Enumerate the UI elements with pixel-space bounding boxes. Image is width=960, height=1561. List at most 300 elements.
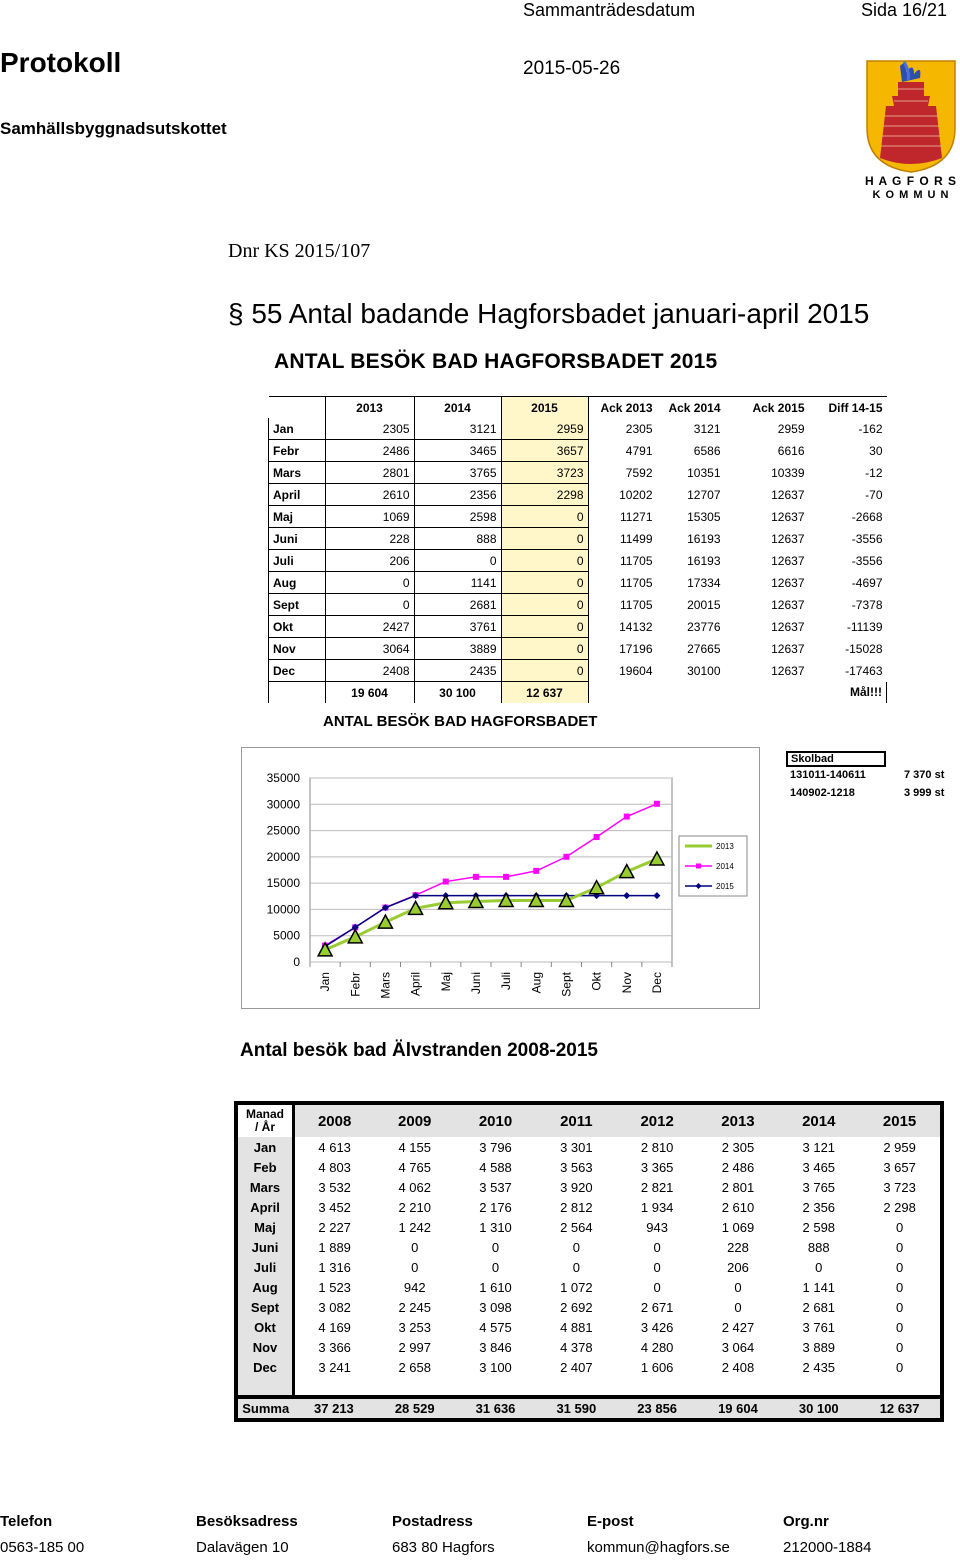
- table1-row: [269, 528, 887, 550]
- corner-year-label: / År: [254, 1120, 275, 1134]
- meeting-date: 2015-05-26: [523, 58, 621, 79]
- table2-month-cell: Aug: [238, 1277, 294, 1297]
- table2-value-cell: 2 997: [398, 1339, 431, 1355]
- table1-value-cell: 30100: [687, 663, 721, 678]
- table1-month-cell: Aug: [269, 572, 326, 594]
- table2-value-cell: 2 356: [802, 1199, 836, 1215]
- y-tick-label: 15000: [266, 876, 300, 891]
- table2-year-header: 2010: [455, 1105, 536, 1137]
- table2-value-cell: 2 598: [802, 1219, 836, 1235]
- table2-value-cell: 0: [572, 1239, 580, 1255]
- table1-value-cell: 10351: [687, 465, 721, 480]
- table2-month-cell: Feb: [238, 1157, 294, 1177]
- table1-row: [269, 484, 887, 506]
- table2-value-cell: 1 610: [479, 1279, 512, 1295]
- table2-spacer-cell: [698, 1377, 779, 1397]
- table1-value-cell: 2486: [325, 440, 414, 462]
- table1-month-cell: Sept: [269, 594, 326, 616]
- table1-row: [269, 660, 887, 682]
- table2-value-cell: 2 671: [640, 1299, 674, 1315]
- table1-row: [269, 440, 887, 462]
- table1-header-cell: Ack 2014: [668, 400, 721, 415]
- table2-value-cell: 1 242: [398, 1219, 431, 1235]
- table2-value-cell: 3 366: [318, 1339, 351, 1355]
- table2-sum-cell: 31 590: [536, 1397, 617, 1418]
- chart-frame: [241, 747, 760, 1009]
- table2-value-cell: 2 658: [398, 1359, 431, 1375]
- table1-value-cell: -15028: [845, 641, 883, 656]
- table1-header-cell: Diff 14-15: [828, 400, 883, 415]
- table2-value-cell: 4 613: [318, 1139, 351, 1155]
- table2-value-cell: 0: [572, 1259, 580, 1275]
- table2-value-cell: 3 465: [802, 1159, 836, 1175]
- table1-value-cell: 3765: [414, 462, 501, 484]
- table2-spacer-cell: [455, 1377, 536, 1397]
- table2-value-cell: 3 301: [560, 1139, 593, 1155]
- table1-row: [269, 462, 887, 484]
- table2-value-cell: 3 064: [721, 1339, 755, 1355]
- table1-value-cell: 2598: [414, 506, 501, 528]
- table2-value-cell: 3 889: [802, 1339, 836, 1355]
- x-tick-label: Maj: [438, 972, 453, 992]
- table2-row: [238, 1297, 940, 1317]
- table1-value-cell: 3121: [693, 421, 721, 436]
- table1-sum-blank: [269, 682, 326, 704]
- table2-value-cell: 3 241: [318, 1359, 351, 1375]
- skolbad-value-1: 7 370 st: [904, 769, 945, 781]
- table1-value-cell: 12707: [687, 487, 721, 502]
- skolbad-period-1: 131011-140611: [790, 769, 866, 781]
- monthly-visits-table: [268, 396, 887, 703]
- table1-header-cell: 2015: [501, 397, 588, 419]
- table1-value-cell: 2801: [325, 462, 414, 484]
- table2-value-cell: 1 316: [318, 1259, 351, 1275]
- table2-month-cell: Sept: [238, 1297, 294, 1317]
- table2-value-cell: 4 588: [479, 1159, 512, 1175]
- table1-value-cell: 2356: [414, 484, 501, 506]
- table2-year-header: 2012: [617, 1105, 698, 1137]
- table2-row: [238, 1277, 940, 1297]
- table1-value-cell: 17334: [687, 575, 721, 590]
- table2-month-cell: Mars: [238, 1177, 294, 1197]
- table2-value-cell: 0: [895, 1259, 904, 1275]
- table1-value-cell: -4697: [851, 575, 883, 590]
- page-number: Sida 16/21: [861, 0, 948, 20]
- table1-value-cell: -7378: [851, 597, 883, 612]
- table1-month-cell: April: [269, 484, 326, 506]
- table2-sum-cell: 31 636: [455, 1397, 536, 1418]
- table1-value-cell: 0: [501, 550, 588, 572]
- legend-label-2014: 2014: [716, 862, 734, 871]
- table1-value-cell: 16193: [687, 553, 721, 568]
- table1-header-cell: [269, 397, 326, 419]
- table1-value-cell: 2427: [325, 616, 414, 638]
- table1-value-cell: 3064: [325, 638, 414, 660]
- table1-container: [268, 396, 887, 703]
- legend-label-2013: 2013: [716, 842, 734, 851]
- table2-sum-cell: 37 213: [294, 1397, 375, 1418]
- table1-value-cell: 0: [501, 528, 588, 550]
- x-tick-label: Sept: [559, 972, 574, 997]
- table2-year-header: 2015: [859, 1105, 940, 1137]
- footer-org-nr: 212000-1884: [783, 1539, 872, 1556]
- footer-label-org-nr: Org.nr: [783, 1513, 829, 1530]
- table1-value-cell: 11499: [620, 531, 653, 546]
- table2-spacer-cell: [374, 1377, 455, 1397]
- table1-value-cell: 2305: [325, 418, 414, 440]
- table2-value-cell: 2 435: [802, 1359, 836, 1375]
- point-2014: [533, 868, 539, 874]
- table1-sum-empty: [725, 682, 809, 704]
- table2-row: [238, 1337, 940, 1357]
- table1-month-cell: Maj: [269, 506, 326, 528]
- table1-value-cell: 23776: [687, 619, 721, 634]
- table1-value-cell: 11705: [620, 597, 653, 612]
- table2-value-cell: 0: [411, 1259, 419, 1275]
- table1-row: [269, 550, 887, 572]
- table2-row: [238, 1197, 940, 1217]
- table1-value-cell: -3556: [851, 553, 883, 568]
- table2-sum-label: Summa: [238, 1397, 294, 1418]
- table2-value-cell: 3 365: [640, 1159, 674, 1175]
- table2-row: [238, 1257, 940, 1277]
- table1-value-cell: 888: [414, 528, 501, 550]
- footer-label-email: E-post: [587, 1513, 634, 1530]
- footer-visit-address: Dalavägen 10: [196, 1539, 289, 1556]
- table1-row: [269, 638, 887, 660]
- table1-value-cell: 1069: [325, 506, 414, 528]
- table1-value-cell: 0: [501, 660, 588, 682]
- table1-month-cell: Okt: [269, 616, 326, 638]
- table2-value-cell: 3 563: [560, 1159, 593, 1175]
- point-2014: [443, 879, 449, 885]
- table1-value-cell: 7592: [625, 465, 653, 480]
- meeting-date-label: Sammanträdesdatum: [523, 0, 696, 20]
- table1-value-cell: 12637: [771, 531, 805, 546]
- logo-text-hagfors: H A G F O R S: [864, 174, 958, 188]
- table1-value-cell: -11139: [846, 619, 883, 634]
- table1-value-cell: 0: [414, 550, 501, 572]
- table2-value-cell: 3 796: [479, 1139, 512, 1155]
- table2-year-header: 2009: [374, 1105, 455, 1137]
- table2-value-cell: 0: [895, 1299, 904, 1315]
- hagfors-logo: [864, 58, 958, 204]
- section-title: § 55 Antal badande Hagforsbadet januari-april 2015: [228, 298, 870, 329]
- chart-title: ANTAL BESÖK BAD HAGFORSBADET: [323, 713, 598, 730]
- point-2014: [473, 874, 479, 880]
- table2-month-cell: April: [238, 1197, 294, 1217]
- table1-sum-cell: 19 604: [325, 682, 414, 704]
- table2-sum-cell: 30 100: [778, 1397, 859, 1418]
- alvstranden-visits-table: [238, 1105, 940, 1418]
- table1-value-cell: 12637: [771, 619, 805, 634]
- table1-value-cell: 206: [325, 550, 414, 572]
- table1-value-cell: 20015: [687, 597, 721, 612]
- legend-marker-2014: [696, 864, 701, 869]
- table2-value-cell: 0: [734, 1279, 742, 1295]
- table2-value-cell: 1 934: [640, 1199, 674, 1215]
- table2-sum-cell: 12 637: [859, 1397, 940, 1418]
- table2-year-header: 2014: [778, 1105, 859, 1137]
- table2-value-cell: 0: [895, 1219, 904, 1235]
- table1-value-cell: 12637: [771, 553, 805, 568]
- table1-value-cell: 0: [501, 506, 588, 528]
- table1-value-cell: 3465: [414, 440, 501, 462]
- table1-month-cell: Mars: [269, 462, 326, 484]
- table1-value-cell: 6586: [693, 443, 721, 458]
- table1-value-cell: 2305: [625, 421, 653, 436]
- table2-row: [238, 1157, 940, 1177]
- plot-area: [310, 778, 672, 962]
- table1-value-cell: 0: [325, 594, 414, 616]
- table2-value-cell: 1 141: [802, 1279, 836, 1295]
- table2-value-cell: 2 210: [398, 1199, 431, 1215]
- table2-value-cell: 2 801: [721, 1179, 755, 1195]
- table2-value-cell: 888: [807, 1239, 830, 1255]
- table2-value-cell: 3 723: [883, 1179, 916, 1195]
- table2-value-cell: 2 610: [721, 1199, 755, 1215]
- table2-value-cell: 3 121: [802, 1139, 836, 1155]
- y-tick-label: 20000: [266, 849, 300, 864]
- table2-value-cell: 2 821: [640, 1179, 674, 1195]
- footer-postal-address: 683 80 Hagfors: [392, 1539, 495, 1556]
- table1-value-cell: 17196: [619, 641, 653, 656]
- y-tick-label: 5000: [273, 928, 300, 943]
- table2-value-cell: 4 881: [560, 1319, 593, 1335]
- table2-value-cell: 4 575: [479, 1319, 512, 1335]
- table1-value-cell: -2668: [851, 509, 883, 524]
- table1-header-cell: Ack 2013: [600, 400, 653, 415]
- table1-value-cell: 0: [501, 572, 588, 594]
- table1-value-cell: 12637: [771, 641, 805, 656]
- table1-value-cell: 2298: [501, 484, 588, 506]
- table1-sum-row: [269, 682, 887, 704]
- table2-month-cell: Okt: [238, 1317, 294, 1337]
- table1-header-cell: 2013: [325, 397, 414, 419]
- table2-value-cell: 943: [646, 1219, 668, 1235]
- skolbad-period-2: 140902-1218: [790, 787, 855, 799]
- table1-month-cell: Nov: [269, 638, 326, 660]
- table1-value-cell: 12637: [771, 597, 805, 612]
- table1-header-cell: Ack 2015: [752, 400, 805, 415]
- table1-value-cell: 11271: [620, 509, 653, 524]
- table1-row: [269, 594, 887, 616]
- table1-value-cell: 228: [325, 528, 414, 550]
- table2-spacer-cell: [294, 1377, 375, 1397]
- table1-header-row: [269, 397, 887, 419]
- table2-value-cell: 2 227: [318, 1219, 351, 1235]
- table2-row: [238, 1237, 940, 1257]
- table1-value-cell: 2408: [325, 660, 414, 682]
- table2-value-cell: 4 062: [398, 1179, 431, 1195]
- table1-row: [269, 418, 887, 440]
- table2-value-cell: 4 280: [640, 1339, 674, 1355]
- table2-value-cell: 3 532: [318, 1179, 351, 1195]
- table2-value-cell: 3 846: [479, 1339, 512, 1355]
- table2-value-cell: 0: [734, 1299, 742, 1315]
- table2-value-cell: 2 959: [883, 1139, 916, 1155]
- skolbad-value-2: 3 999 st: [904, 787, 945, 799]
- point-2014: [503, 874, 509, 880]
- table1-value-cell: 12637: [771, 575, 805, 590]
- table1-value-cell: 0: [325, 572, 414, 594]
- table2-value-cell: 1 072: [560, 1279, 593, 1295]
- table1-value-cell: 15305: [687, 509, 721, 524]
- table2-value-cell: 3 100: [479, 1359, 512, 1375]
- table2-value-cell: 3 253: [398, 1319, 431, 1335]
- table2-value-cell: 2 305: [721, 1139, 755, 1155]
- table1-value-cell: 19604: [619, 663, 653, 678]
- footer: [0, 1513, 960, 1561]
- table2-month-cell: Juni: [238, 1237, 294, 1257]
- table1-month-cell: Dec: [269, 660, 326, 682]
- table2-value-cell: 1 606: [640, 1359, 674, 1375]
- table2-spacer-row: [238, 1377, 940, 1397]
- point-2014: [624, 814, 630, 820]
- table2-value-cell: 1 310: [479, 1219, 512, 1235]
- table1-month-cell: Juni: [269, 528, 326, 550]
- table1-value-cell: 16193: [687, 531, 721, 546]
- table2-row: [238, 1137, 940, 1157]
- logo-text-kommun: K O M M U N: [872, 189, 950, 201]
- x-tick-label: April: [408, 972, 423, 997]
- y-tick-label: 35000: [266, 771, 300, 785]
- x-tick-label: Febr: [348, 972, 363, 997]
- table2-value-cell: 0: [895, 1279, 904, 1295]
- table2-value-cell: 2 486: [721, 1159, 755, 1175]
- table2-value-cell: 1 523: [318, 1279, 351, 1295]
- table1-row: [269, 572, 887, 594]
- x-tick-label: Dec: [649, 972, 664, 994]
- table2-value-cell: 3 452: [318, 1199, 351, 1215]
- table2-value-cell: 1 069: [721, 1219, 755, 1235]
- table2-value-cell: 3 657: [883, 1159, 916, 1175]
- table2-value-cell: 3 761: [802, 1319, 836, 1335]
- goal-label: Mål!!!: [809, 682, 887, 704]
- table2-year-header: 2008: [294, 1105, 375, 1137]
- table1-value-cell: 0: [501, 594, 588, 616]
- table2-header-row: [238, 1105, 940, 1137]
- footer-label-visit-address: Besöksadress: [196, 1513, 298, 1530]
- table1-value-cell: 3723: [501, 462, 588, 484]
- table2-month-cell: Dec: [238, 1357, 294, 1377]
- table1-value-cell: 2610: [325, 484, 414, 506]
- table2-value-cell: 942: [403, 1279, 426, 1295]
- y-tick-label: 30000: [266, 797, 300, 812]
- table1-value-cell: 0: [501, 616, 588, 638]
- table2-sum-cell: 19 604: [698, 1397, 779, 1418]
- table1-value-cell: 1141: [414, 572, 501, 594]
- footer-label-phone: Telefon: [0, 1513, 53, 1530]
- table2-value-cell: 2 692: [560, 1299, 593, 1315]
- table1-value-cell: 3121: [414, 418, 501, 440]
- y-tick-label: 25000: [266, 823, 300, 838]
- table2-value-cell: 228: [727, 1239, 749, 1255]
- x-tick-label: Jan: [318, 972, 333, 992]
- table1-value-cell: 10339: [771, 465, 805, 480]
- y-tick-label: 10000: [266, 902, 300, 917]
- table1-value-cell: 2959: [501, 418, 588, 440]
- table2-value-cell: 206: [727, 1259, 749, 1275]
- table2-value-cell: 2 564: [560, 1219, 593, 1235]
- table2-value-cell: 4 155: [398, 1139, 431, 1155]
- table2-month-cell: Juli: [238, 1257, 294, 1277]
- table2-year-header: 2011: [536, 1105, 617, 1137]
- point-2014: [654, 801, 660, 807]
- table2-value-cell: 3 426: [640, 1319, 674, 1335]
- table1-sum-cell: 30 100: [414, 682, 501, 704]
- table2-value-cell: 3 920: [560, 1179, 593, 1195]
- legend-label-2015: 2015: [716, 882, 734, 891]
- table1-sum-empty: [588, 682, 657, 704]
- table2-value-cell: 3 098: [479, 1299, 512, 1315]
- visits-line-chart: [242, 748, 759, 1008]
- table2-sum-cell: 23 856: [617, 1397, 698, 1418]
- table1-value-cell: 2681: [414, 594, 501, 616]
- x-tick-label: Juni: [468, 972, 483, 995]
- footer-label-postal-address: Postadress: [392, 1513, 473, 1530]
- table2-row: [238, 1177, 940, 1197]
- table1-sum-cell: 12 637: [501, 682, 588, 704]
- table2-value-cell: 4 378: [560, 1339, 593, 1355]
- table2-month-cell: Nov: [238, 1337, 294, 1357]
- table2-value-cell: 0: [895, 1359, 904, 1375]
- table1-value-cell: 12637: [771, 663, 805, 678]
- table2-value-cell: 0: [491, 1259, 500, 1275]
- table1-value-cell: 3889: [414, 638, 501, 660]
- table1-value-cell: -3556: [851, 531, 883, 546]
- table2-value-cell: 0: [411, 1239, 419, 1255]
- table1-header-cell: 2014: [414, 397, 501, 419]
- table2-value-cell: 2 245: [398, 1299, 431, 1315]
- table1-value-cell: 6616: [777, 443, 805, 458]
- table1-value-cell: 3761: [414, 616, 501, 638]
- table2-value-cell: 3 082: [318, 1299, 351, 1315]
- table2-value-cell: 0: [653, 1259, 661, 1275]
- table1-value-cell: 27665: [687, 641, 721, 656]
- dnr-reference: Dnr KS 2015/107: [228, 240, 371, 262]
- table2-value-cell: 2 407: [560, 1359, 593, 1375]
- table1-value-cell: 12637: [771, 487, 805, 502]
- table1-value-cell: 14132: [619, 619, 653, 634]
- footer-email-link[interactable]: kommun@hagfors.se: [587, 1539, 730, 1556]
- table2-month-cell: Jan: [238, 1137, 294, 1157]
- table1-value-cell: 10202: [619, 487, 653, 502]
- table1-title: ANTAL BESÖK BAD HAGFORSBADET 2015: [274, 350, 718, 373]
- table2-spacer-cell: [778, 1377, 859, 1397]
- skolbad-title: Skolbad: [786, 751, 886, 767]
- table2-value-cell: 2 427: [721, 1319, 755, 1335]
- table1-value-cell: -70: [865, 487, 883, 502]
- table1-value-cell: 2435: [414, 660, 501, 682]
- table2-month-cell: Maj: [238, 1217, 294, 1237]
- table2-row: [238, 1357, 940, 1377]
- table1-row: [269, 616, 887, 638]
- table2-value-cell: 0: [491, 1239, 500, 1255]
- table2-spacer-cell: [238, 1377, 294, 1397]
- table1-sum-empty: [657, 682, 725, 704]
- table2-value-cell: 1 889: [318, 1239, 351, 1255]
- table1-value-cell: 4791: [625, 443, 653, 458]
- table2-corner-cell: [238, 1105, 294, 1137]
- table2-value-cell: 2 408: [721, 1359, 755, 1375]
- table1-value-cell: 11705: [620, 575, 653, 590]
- doc-type-heading: Protokoll: [0, 47, 122, 78]
- x-tick-label: Nov: [619, 972, 634, 994]
- point-2014: [594, 834, 600, 840]
- point-2014: [563, 854, 569, 860]
- table2-value-cell: 3 537: [479, 1179, 512, 1195]
